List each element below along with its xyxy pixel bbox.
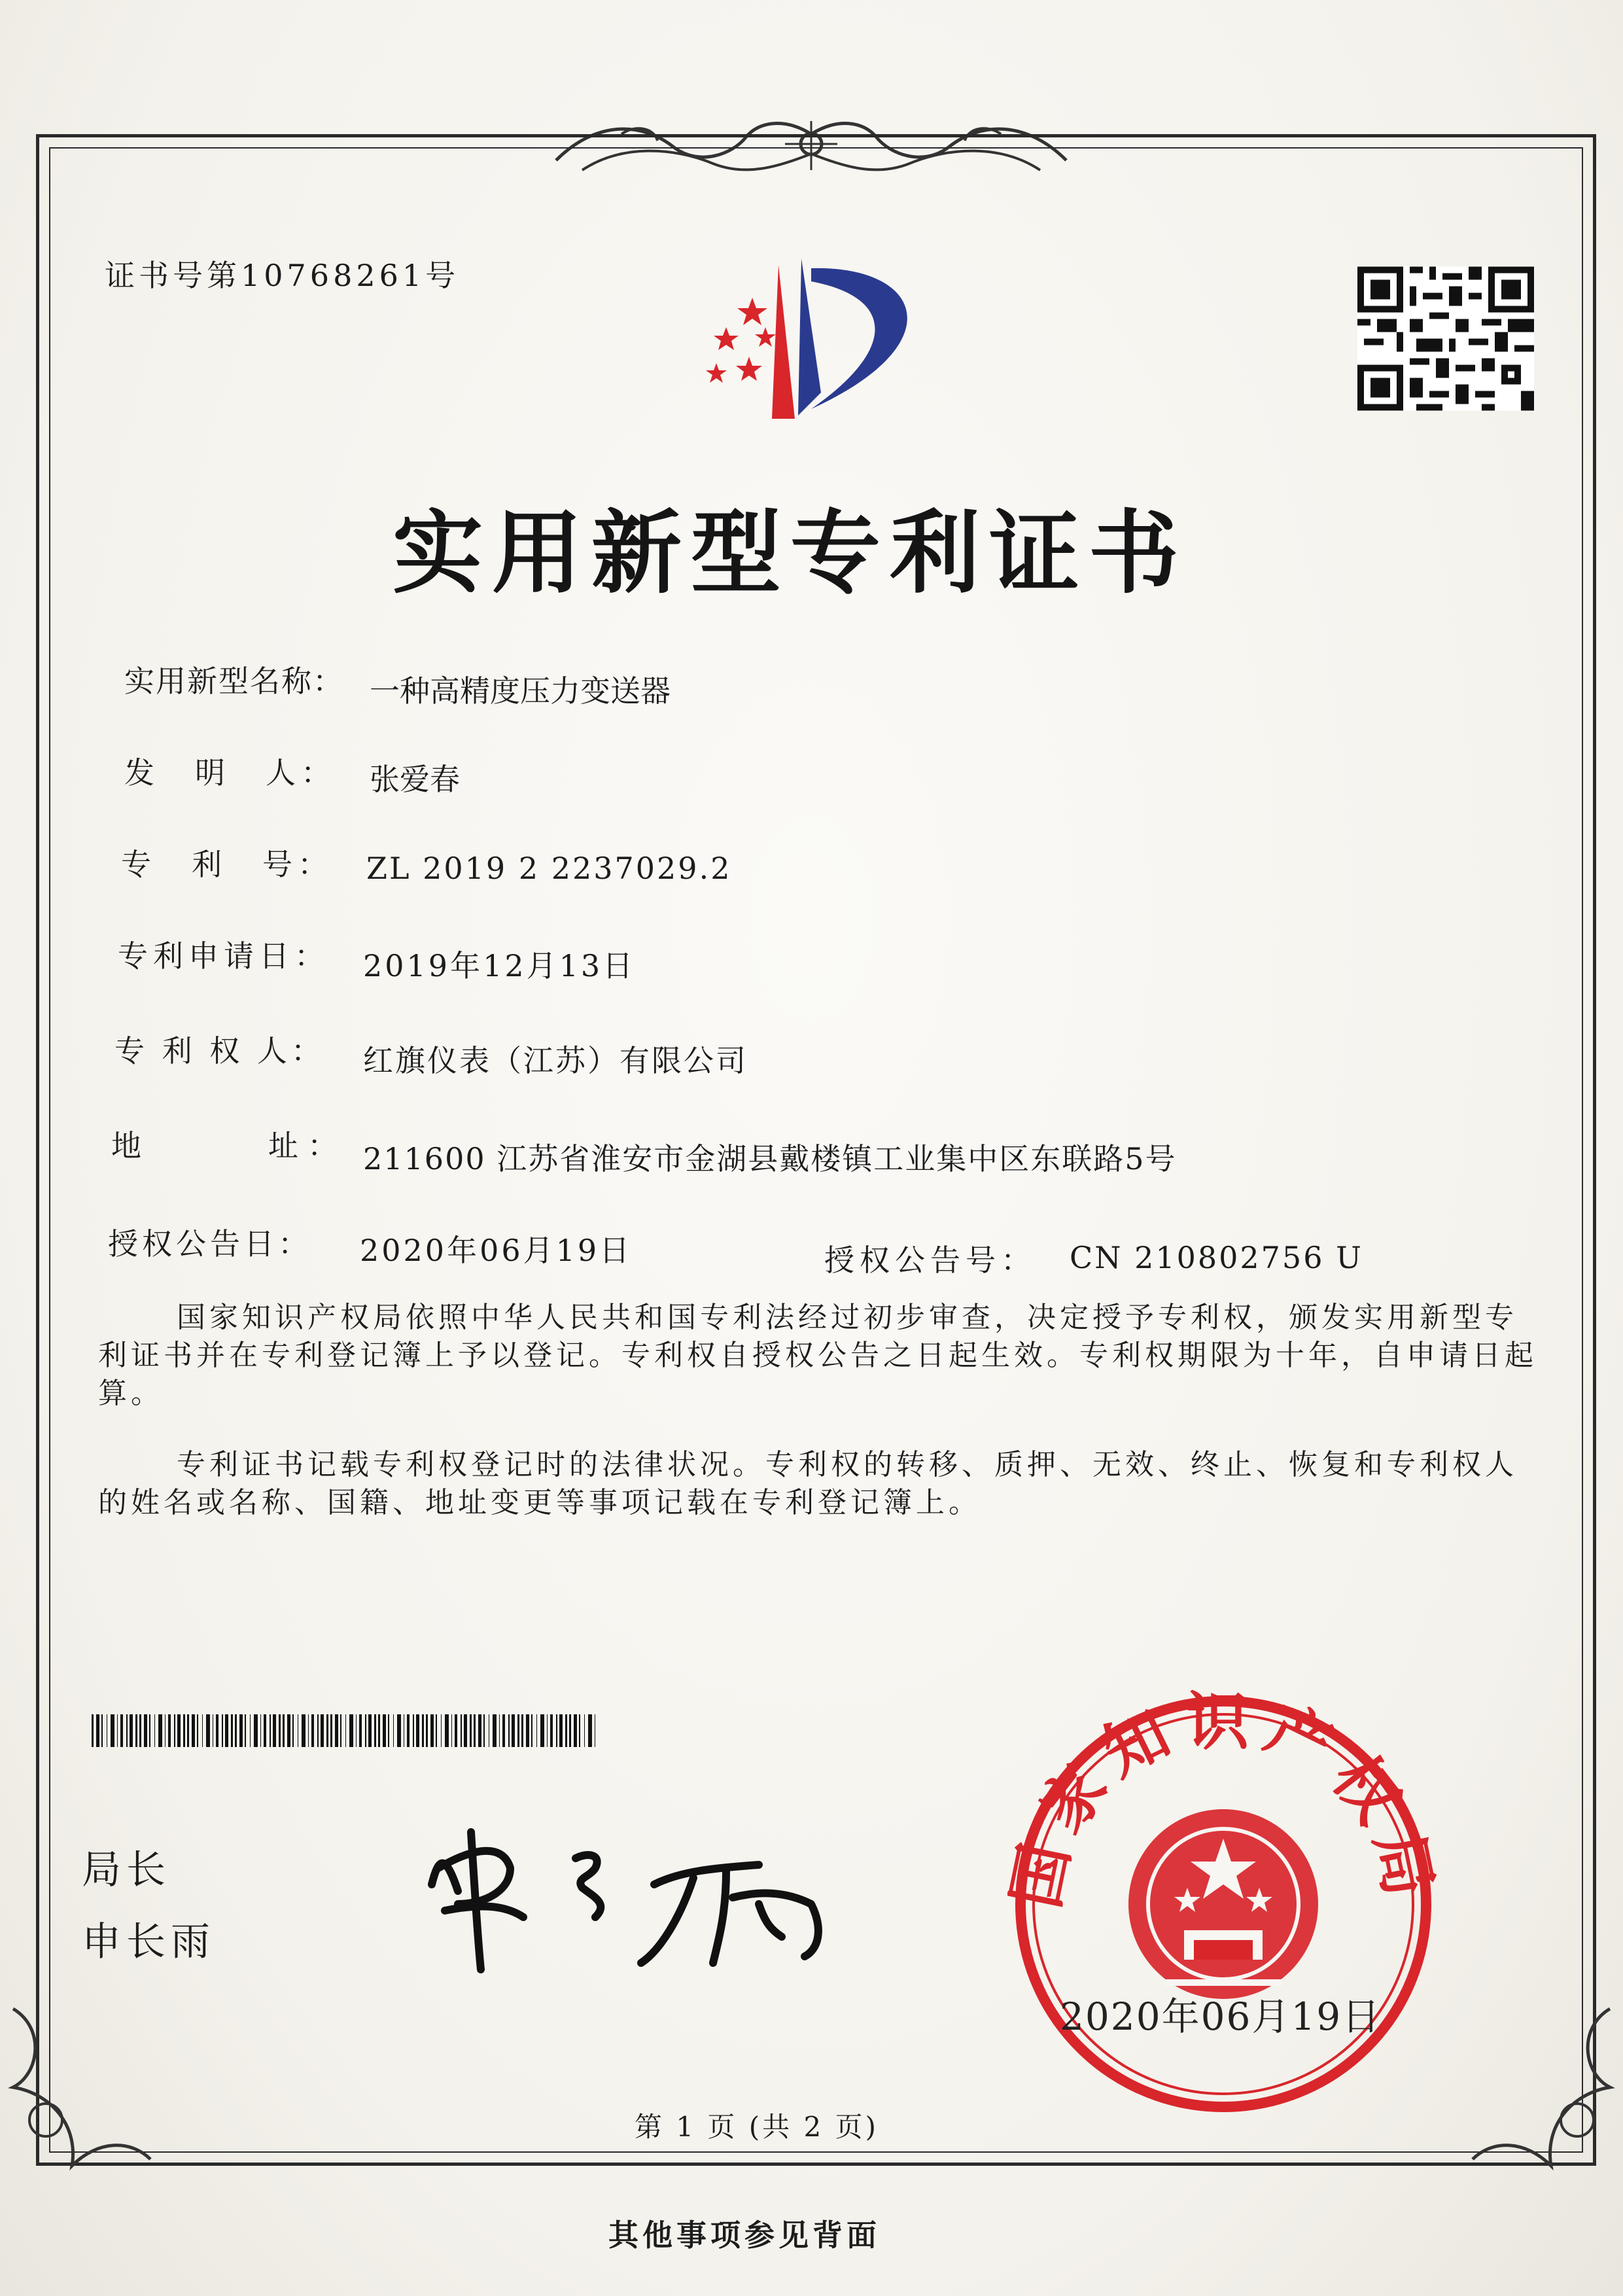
patentee-value: 红旗仪表（江苏）有限公司 — [363, 1043, 748, 1078]
bottom-left-ornament-icon — [0, 1989, 157, 2185]
grant-date-label: 授权公告日： — [108, 1226, 312, 1262]
inventor-value: 张爱春 — [370, 762, 460, 797]
director-title: 局长 — [82, 1847, 171, 1893]
certificate-title: 实用新型专利证书 — [393, 499, 1189, 606]
grant-date-value: 2020年06月19日 — [360, 1233, 633, 1268]
statement-paragraph-1: 国家知识产权局依照中华人民共和国专利法经过初步审查，决定授予专利权，颁发实用新型专利证书并在专利登记簿上予以登记。专利权自授权公告之日起生效。专利权期限为十年，自申请日起算。 — [98, 1301, 1537, 1410]
seal-date: 2020年06月19日 — [1060, 1994, 1382, 2039]
filing-date-label: 专利申请日： — [118, 938, 330, 974]
inventor-label: 发 明 人： — [124, 755, 336, 790]
director-name: 申长雨 — [82, 1919, 215, 1965]
patentee-label: 专 利 权 人： — [114, 1033, 325, 1069]
cnipa-logo-icon — [680, 252, 955, 429]
grant-number-label: 授权公告号： — [824, 1243, 1036, 1278]
bottom-right-ornament-icon — [1466, 1989, 1623, 2185]
svg-text:国家知识产权局 — [1007, 1688, 1439, 1914]
grant-number-value: CN 210802756 U — [1070, 1240, 1363, 1275]
name-value: 一种高精度压力变送器 — [370, 673, 671, 709]
seal-text: 家知识产权 — [1024, 1688, 1422, 1846]
address-label: 地 址： — [111, 1128, 347, 1163]
barcode-icon — [92, 1714, 595, 1747]
filing-date-value: 2019年12月13日 — [363, 948, 636, 983]
page-number: 第 1 页 (共 2 页) — [635, 2111, 879, 2143]
back-note: 其他事项参见背面 — [608, 2217, 881, 2253]
address-value: 211600 江苏省淮安市金湖县戴楼镇工业集中区东联路5号 — [363, 1141, 1177, 1176]
patent-number-label: 专 利 号： — [121, 847, 333, 882]
director-signature — [419, 1806, 850, 1983]
patent-number-value: ZL 2019 2 2237029.2 — [366, 851, 732, 886]
statement-paragraph-2: 专利证书记载专利权登记时的法律状况。专利权的转移、质押、无效、终止、恢复和专利权人的姓名或名称、国籍、地址变更等事项记载在专利登记簿上。 — [98, 1448, 1518, 1519]
qr-code-icon — [1357, 265, 1534, 412]
seal-text-ring — [1007, 1688, 1439, 2120]
certificate-number: 证书号第10768261号 — [105, 258, 460, 293]
name-label: 实用新型名称： — [124, 663, 344, 699]
